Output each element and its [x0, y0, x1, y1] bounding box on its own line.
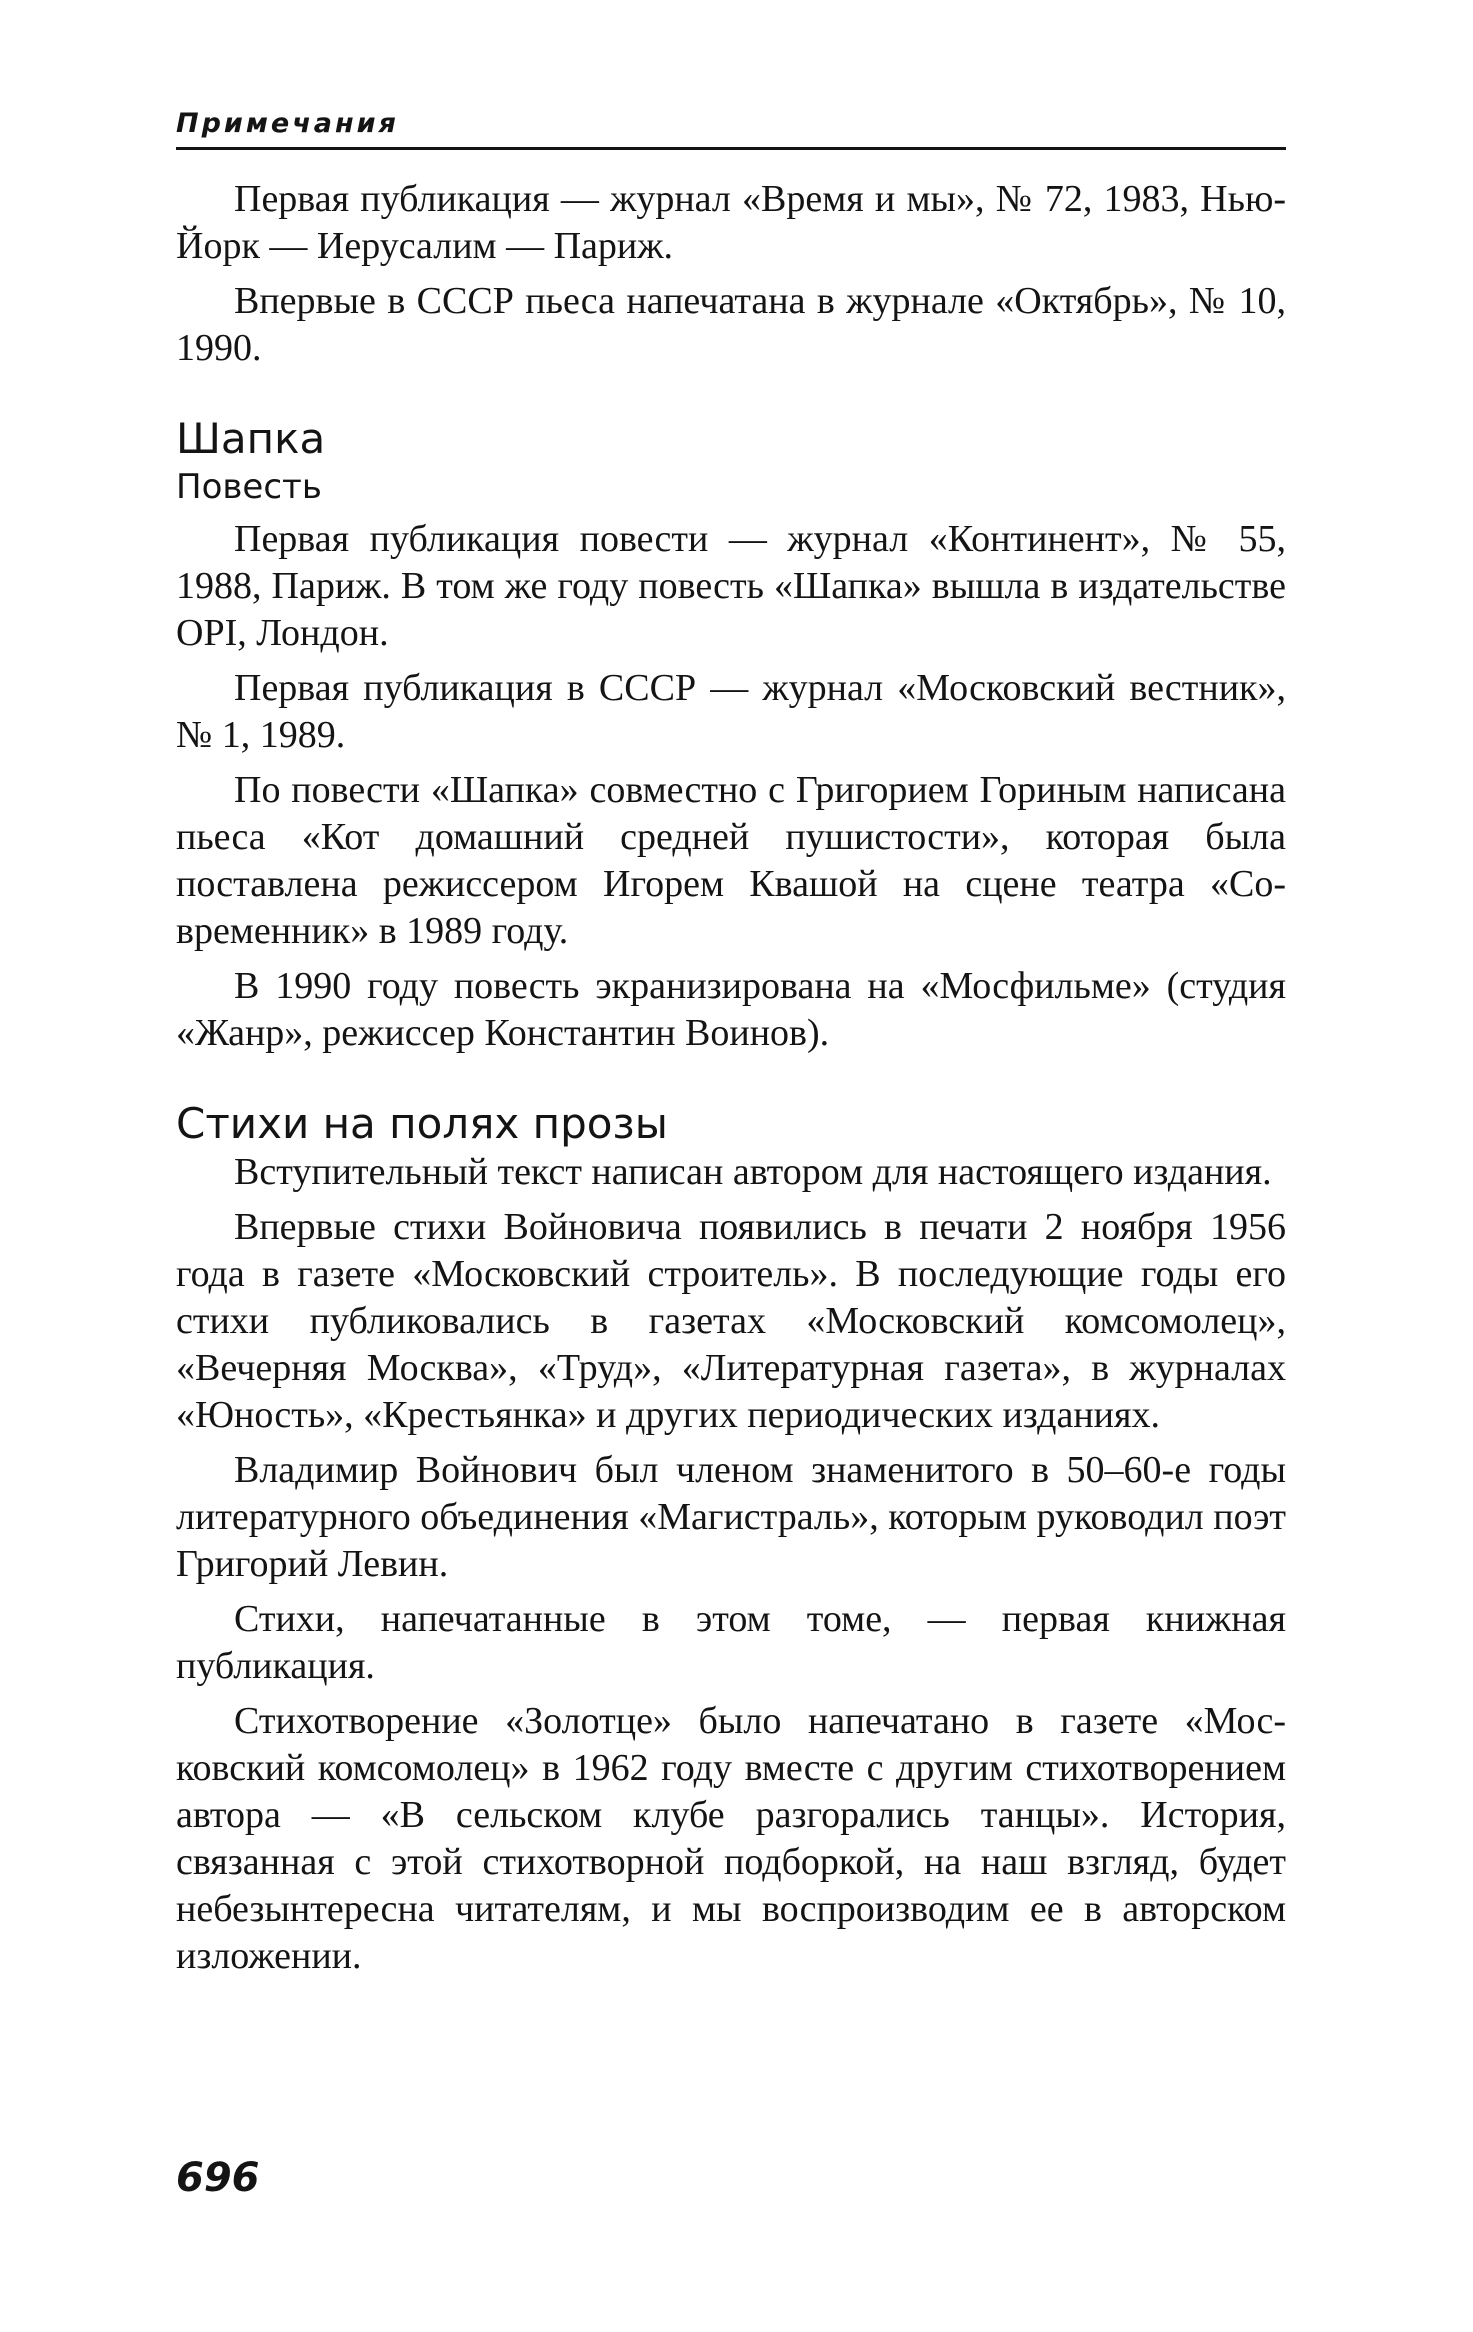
paragraph: Стихи, напечатанные в этом томе, — первая книжная публикация. — [176, 1598, 1286, 1687]
section-title-poems: Стихи на полях прозы — [176, 1099, 668, 1148]
header-rule — [176, 147, 1286, 150]
section-title-shapka: Шапка — [176, 414, 326, 463]
paragraph: В 1990 году повесть экранизирована на «Мосфильме» (студия «Жанр», режиссер Константин Воинов). — [176, 965, 1286, 1054]
paragraph: Первая публикация в СССР — журнал «Московский вестник», № 1, 1989. — [176, 667, 1286, 756]
paragraph: Вступительный текст написан автором для настоящего издания. — [234, 1151, 1272, 1193]
paragraph: Стихотворение «Золотце» было напечатано в газете «Московский комсомолец» в 1962 году вместе с другим стихотворением автора — «В сельском клубе разгорались танцы». История, связанная с этой стихотворной подборкой, на наш взгляд, будет небезынтересна читателям, и мы воспроизводим ее в авторском изложении. — [176, 1700, 1286, 1977]
paragraph: Владимир Войнович был членом знаменитого в 50–60-е годы литературного объединения «Магистраль», которым руководил поэт Григорий Левин. — [176, 1449, 1286, 1585]
page-number: 696 — [176, 2155, 260, 2201]
paragraph: По повести «Шапка» совместно с Григорием Гориным написана пьеса «Кот домашний средней пушистости», которая была поставлена режиссером Игорем Квашой на сцене театра «Современник» в 1989 году. — [176, 769, 1286, 952]
running-head: Примечания — [176, 108, 399, 139]
paragraph: Впервые стихи Войновича появились в печати 2 ноября 1956 года в газете «Московский строитель». В последующие годы его стихи публиковались в газетах «Московский комсомолец», «Вечерняя Москва», «Труд», «Литературная газета», в журналах «Юность», «Крестьянка» и других периодических изданиях. — [176, 1206, 1286, 1436]
page-body — [176, 176, 1286, 1988]
paragraph: Первая публикация — журнал «Время и мы», № 72, 1983, Нью-Йорк — Иерусалим — Париж. — [176, 178, 1286, 267]
paragraph: Впервые в СССР пьеса напечатана в журнале «Октябрь», № 10, 1990. — [176, 280, 1286, 369]
paragraph: Первая публикация повести — журнал «Континент», № 55, 1988, Париж. В том же году повесть «Шапка» вышла в издательстве OPI, Лондон. — [176, 518, 1286, 654]
section-subtitle-shapka: Повесть — [176, 467, 322, 507]
